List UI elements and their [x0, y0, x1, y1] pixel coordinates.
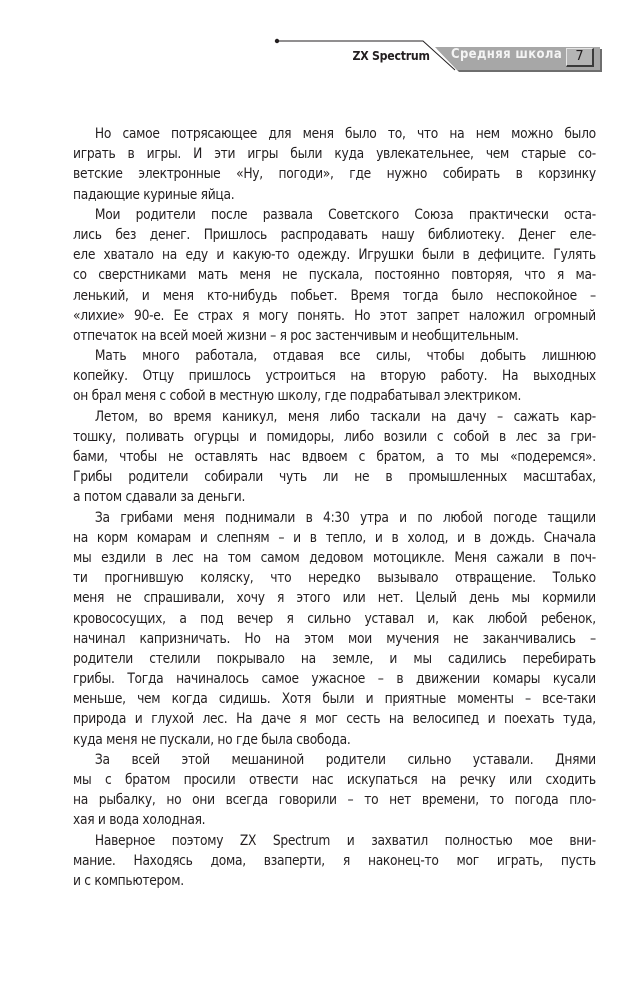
text-line: он брал меня с собой в местную школу, где подрабатывал электриком. [73, 388, 522, 405]
page-number: 7 [566, 48, 594, 67]
text-line: родители стелили покрывало на земле, и мы садились перебирать [73, 650, 596, 667]
paragraph [73, 508, 596, 750]
text-line: ленький, и меня кто-нибудь побьет. Время тогда было неспокойное – [73, 287, 596, 304]
paragraph [73, 407, 596, 508]
text-line: еле хватало на еду и какую-то одежду. Игрушки были в дефиците. Гулять [73, 247, 596, 264]
header-decoration [0, 0, 644, 90]
text-line: Летом, во время каникул, меня либо таскали на дачу – сажать кар- [94, 408, 596, 425]
paragraph [73, 346, 596, 407]
text-line: Грибы родители собирали чуть ли не в промышленных масштабах, [73, 469, 596, 486]
text-line: на корм комарам и слепням – и в тепло, и в холод, и в дождь. Сначала [73, 529, 596, 546]
text-line: «лихие» 90-е. Ее страх я могу понять. Но этот запрет наложил огромный [73, 307, 596, 324]
text-line: играть в игры. И эти игры были куда увлекательнее, чем старые со- [73, 146, 596, 163]
body-text [73, 124, 596, 891]
paragraph [73, 124, 596, 205]
text-line: со сверстниками мать меня не пускала, постоянно повторяя, что я ма- [73, 267, 596, 284]
paragraph [73, 750, 596, 831]
text-line: меня не спрашивали, хочу я этого или нет. Целый день мы кормили [73, 590, 596, 607]
running-title: ZX Spectrum [352, 48, 430, 63]
text-line: ветские электронные «Ну, погоди», где нужно собирать в корзинку [73, 166, 596, 183]
text-line: мание. Находясь дома, взаперти, я наконец-то мог играть, пусть [73, 852, 596, 869]
text-line: За грибами меня поднимали в 4:30 утра и по любой погоде тащили [94, 509, 596, 526]
text-line: мы с братом просили отвести нас искупаться на речку или сходить [73, 772, 596, 788]
text-line: бами, чтобы не оставлять нас вдвоем с братом, а то мы «подеремся». [73, 449, 596, 465]
text-line: хая и вода холодная. [73, 812, 206, 829]
text-line: Наверное поэтому ZX Spectrum и захватил полностью мое вни- [94, 832, 596, 849]
text-line: падающие куриные яйца. [73, 186, 235, 203]
text-line: куда меня не пускали, но где была свобода. [73, 731, 351, 748]
text-line: Мои родители после развала Советского Союза практически оста- [94, 206, 596, 223]
text-line: и с компьютером. [73, 872, 184, 889]
paragraph [73, 205, 596, 346]
text-line: тошку, поливать огурцы и помидоры, либо возили с собой в лес за гри- [73, 428, 596, 445]
text-line: Мать много работала, отдавая все силы, чтобы добыть лишнюю [94, 348, 596, 365]
text-line: За всей этой мешаниной родители сильно уставали. Днями [94, 751, 596, 768]
text-line: на рыбалку, но они всегда говорили – то нет времени, то погода пло- [73, 792, 596, 809]
text-line: начинал капризничать. Но на этом мои мучения не заканчивались – [73, 630, 596, 647]
text-line: кровососущих, а под вечер я сильно уставал и, как любой ребенок, [73, 610, 596, 627]
text-line: грибы. Тогда начиналось самое ужасное – в движении комары кусали [73, 671, 596, 688]
text-line: мы ездили в лес на том самом дедовом мотоцикле. Меня сажали в поч- [73, 549, 596, 566]
text-line: отпечаток на всей моей жизни – я рос застенчивым и необщительным. [73, 327, 519, 344]
text-line: природа и глухой лес. На даче я мог сесть на велосипед и поехать туда, [73, 711, 596, 728]
running-header [0, 0, 644, 90]
text-line: копейку. Отцу пришлось устроиться на вторую работу. На выходных [73, 368, 596, 385]
text-line: меньше, чем когда сидишь. Хотя были и приятные моменты – все-таки [73, 691, 596, 708]
text-line: ти прогнившую коляску, что нередко вызывало отвращение. Только [73, 570, 596, 587]
section-title: Средняя школа [451, 47, 563, 62]
text-line: лись без денег. Пришлось распродавать нашу библиотеку. Денег еле- [73, 226, 596, 243]
text-line: а потом сдавали за деньги. [73, 489, 246, 506]
paragraph [73, 831, 596, 892]
text-line: Но самое потрясающее для меня было то, что на нем можно было [94, 126, 596, 142]
